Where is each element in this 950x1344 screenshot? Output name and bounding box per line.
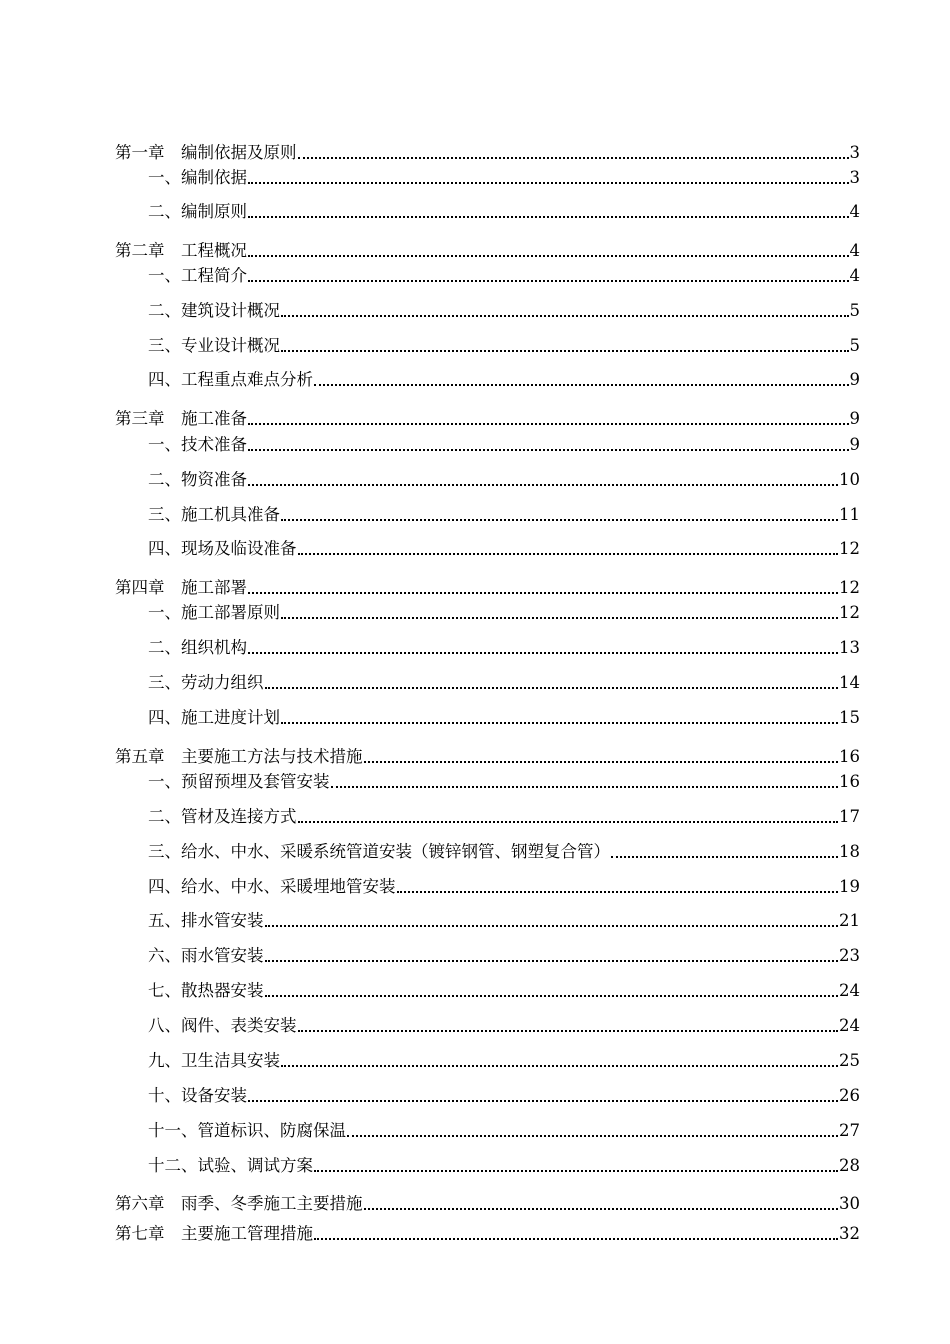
toc-entry-page: 12 [839, 539, 860, 558]
dot-leader [298, 821, 839, 823]
toc-entry[interactable] [148, 1086, 860, 1106]
toc-entry-label: 三、劳动力组织 [148, 673, 264, 692]
toc-entry-label: 第四章 施工部署 [115, 578, 247, 597]
toc-entry-label: 二、组织机构 [148, 638, 247, 657]
toc-entry-page: 26 [839, 1086, 860, 1105]
dot-leader [314, 384, 849, 386]
toc-entry-page: 21 [839, 911, 860, 930]
toc-entry-label: 四、施工进度计划 [148, 708, 280, 727]
dot-leader [281, 722, 838, 724]
toc-entry-label: 第二章 工程概况 [115, 241, 247, 260]
toc-entry-label: 一、编制依据 [148, 168, 247, 187]
toc-entry[interactable] [115, 578, 860, 598]
toc-entry-page: 17 [839, 807, 860, 826]
toc-entry-label: 第三章 施工准备 [115, 409, 247, 428]
toc-entry-label: 十一、管道标识、防腐保温 [148, 1121, 346, 1140]
toc-entry[interactable] [148, 505, 860, 525]
toc-entry-page: 4 [849, 202, 860, 221]
toc-entry-page: 3 [849, 143, 860, 162]
toc-entry-label: 十二、试验、调试方案 [148, 1156, 313, 1175]
dot-leader [248, 280, 849, 282]
dot-leader [265, 995, 839, 997]
toc-entry-page: 11 [839, 505, 860, 524]
toc-entry-label: 七、散热器安装 [148, 981, 264, 1000]
toc-entry-label: 五、排水管安装 [148, 911, 264, 930]
toc-entry[interactable] [148, 708, 860, 728]
dot-leader [347, 1135, 838, 1137]
toc-entry-page: 32 [839, 1224, 860, 1243]
toc-entry[interactable] [148, 1016, 860, 1036]
toc-entry-page: 24 [839, 1016, 860, 1035]
toc-entry[interactable] [148, 435, 860, 455]
dot-leader [611, 856, 838, 858]
toc-entry-page: 19 [839, 877, 860, 896]
dot-leader [331, 786, 839, 788]
toc-entry-page: 28 [839, 1156, 860, 1175]
toc-entry-label: 六、雨水管安装 [148, 946, 264, 965]
toc-entry-page: 9 [849, 370, 860, 389]
dot-leader [248, 423, 849, 425]
toc-entry-page: 27 [839, 1121, 860, 1140]
toc-entry-label: 一、工程简介 [148, 266, 247, 285]
toc-entry-page: 16 [839, 747, 860, 766]
toc-entry[interactable] [148, 807, 860, 827]
toc-entry-label: 八、阀件、表类安装 [148, 1016, 297, 1035]
toc-entry-page: 4 [849, 266, 860, 285]
toc-entry-page: 30 [839, 1194, 860, 1213]
toc-entry[interactable] [115, 747, 860, 767]
toc-entry[interactable] [115, 241, 860, 261]
dot-leader [248, 449, 849, 451]
dot-leader [364, 1208, 839, 1210]
dot-leader [364, 761, 839, 763]
toc-entry-page: 9 [849, 435, 860, 454]
toc-entry[interactable] [148, 638, 860, 658]
toc-entry-page: 3 [849, 168, 860, 187]
toc-entry[interactable] [148, 202, 860, 222]
toc-entry-label: 一、预留预埋及套管安装 [148, 772, 330, 791]
dot-leader [248, 592, 838, 594]
toc-entry-page: 9 [849, 409, 860, 428]
dot-leader [281, 1065, 838, 1067]
toc-entry-page: 15 [839, 708, 860, 727]
toc-entry-label: 一、技术准备 [148, 435, 247, 454]
toc-entry[interactable] [148, 168, 860, 188]
dot-leader [248, 182, 849, 184]
dot-leader [298, 157, 849, 159]
toc-entry[interactable] [148, 981, 860, 1001]
toc-entry[interactable] [148, 673, 860, 693]
toc-entry-label: 第六章 雨季、冬季施工主要措施 [115, 1194, 363, 1213]
toc-entry-label: 三、施工机具准备 [148, 505, 280, 524]
toc-entry[interactable] [148, 370, 860, 390]
toc-entry[interactable] [148, 1156, 860, 1176]
toc-entry[interactable] [148, 772, 860, 792]
toc-entry[interactable] [148, 539, 860, 559]
dot-leader [281, 315, 849, 317]
toc-entry[interactable] [148, 1121, 860, 1141]
toc-entry[interactable] [148, 1051, 860, 1071]
dot-leader [248, 484, 838, 486]
dot-leader [281, 519, 838, 521]
toc-entry[interactable] [148, 266, 860, 286]
toc-entry[interactable] [148, 301, 860, 321]
toc-entry-page: 16 [839, 772, 860, 791]
toc-entry-page: 10 [839, 470, 860, 489]
dot-leader [248, 1100, 838, 1102]
toc-entry[interactable] [115, 1224, 860, 1244]
toc-entry-page: 18 [839, 842, 860, 861]
dot-leader [248, 652, 838, 654]
toc-entry-label: 四、工程重点难点分析 [148, 370, 313, 389]
toc-entry-label: 三、专业设计概况 [148, 336, 280, 355]
toc-entry-page: 4 [849, 241, 860, 260]
dot-leader [248, 255, 849, 257]
toc-entry-label: 四、现场及临设准备 [148, 539, 297, 558]
toc-entry[interactable] [148, 603, 860, 623]
toc-entry-label: 一、施工部署原则 [148, 603, 280, 622]
dot-leader [314, 1170, 838, 1172]
toc-entry-label: 四、给水、中水、采暖埋地管安装 [148, 877, 396, 896]
toc-entry-label: 九、卫生洁具安装 [148, 1051, 280, 1070]
toc-entry-label: 第一章 编制依据及原则 [115, 143, 297, 162]
dot-leader [265, 687, 839, 689]
toc-entry[interactable] [115, 409, 860, 429]
toc-entry-page: 25 [839, 1051, 860, 1070]
dot-leader [265, 960, 839, 962]
toc-entry[interactable] [148, 842, 860, 862]
dot-leader [265, 925, 839, 927]
toc-entry-page: 23 [839, 946, 860, 965]
toc-entry-page: 5 [849, 301, 860, 320]
dot-leader [281, 350, 849, 352]
toc-entry-page: 5 [849, 336, 860, 355]
dot-leader [298, 553, 839, 555]
toc-entry[interactable] [148, 470, 860, 490]
toc-entry-page: 12 [839, 578, 860, 597]
dot-leader [248, 216, 849, 218]
dot-leader [281, 617, 838, 619]
toc-entry-label: 二、物资准备 [148, 470, 247, 489]
dot-leader [397, 891, 839, 893]
toc-entry[interactable] [148, 336, 860, 356]
toc-entry-label: 二、编制原则 [148, 202, 247, 221]
toc-entry-label: 十、设备安装 [148, 1086, 247, 1105]
toc-entry-label: 二、建筑设计概况 [148, 301, 280, 320]
toc-entry[interactable] [115, 143, 860, 163]
toc-entry-label: 二、管材及连接方式 [148, 807, 297, 826]
toc-entry-label: 三、给水、中水、采暖系统管道安装（镀锌钢管、钢塑复合管） [148, 842, 610, 861]
dot-leader [314, 1238, 838, 1240]
toc-entry[interactable] [115, 1194, 860, 1214]
toc-entry-label: 第七章 主要施工管理措施 [115, 1224, 313, 1243]
toc-entry-page: 13 [839, 638, 860, 657]
toc-entry-page: 12 [839, 603, 860, 622]
toc-entry-page: 14 [839, 673, 860, 692]
toc-entry-page: 24 [839, 981, 860, 1000]
toc-entry[interactable] [148, 877, 860, 897]
toc-entry-label: 第五章 主要施工方法与技术措施 [115, 747, 363, 766]
dot-leader [298, 1030, 839, 1032]
toc-entry[interactable] [148, 946, 860, 966]
toc-entry[interactable] [148, 911, 860, 931]
